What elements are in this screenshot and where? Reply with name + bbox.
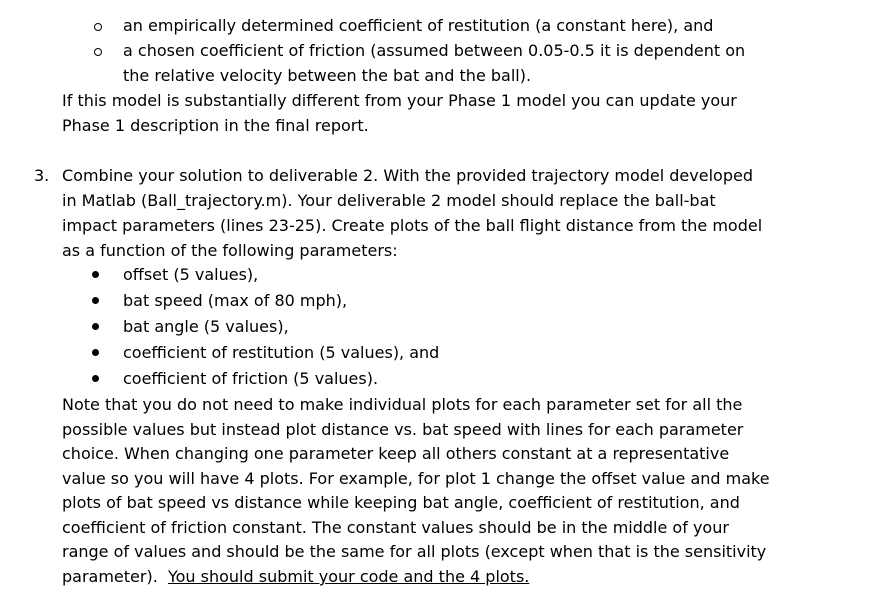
note-line: value so you will have 4 plots. For example, for plot 1 change the offset value and make (62, 469, 770, 488)
note-line: plots of bat speed vs distance while keeping bat angle, coefficient of restitution, and (62, 493, 740, 512)
paragraph-line: If this model is substantially different from your Phase 1 model you can update your (62, 91, 737, 110)
note-last-line (62, 566, 529, 588)
note-line: coefficient of friction constant. The constant values should be in the middle of your (62, 518, 729, 537)
submission-instruction: You should submit your code and the 4 plots. (167, 567, 530, 586)
paragraph-line: Phase 1 description in the final report. (62, 116, 369, 135)
list-number: 3. (34, 166, 50, 185)
bullet-item-friction: coefficient of friction (5 values). (123, 369, 379, 388)
bullet-item-bat-angle: bat angle (5 values), (123, 317, 289, 336)
sub-list-item-friction-continued: the relative velocity between the bat and the ball). (123, 66, 532, 85)
hollow-bullet-icon (94, 48, 102, 56)
bullet-item-bat-speed: bat speed (max of 80 mph), (123, 291, 348, 310)
note-line: Note that you do not need to make individual plots for each parameter set for all the (62, 395, 743, 414)
hollow-bullet-icon (94, 23, 102, 31)
item3-line: as a function of the following parameters: (62, 241, 398, 260)
sub-list-item-restitution: an empirically determined coefficient of restitution (a constant here), and (123, 16, 714, 35)
bullet-icon (92, 349, 99, 356)
bullet-item-restitution: coefficient of restitution (5 values), and (123, 343, 440, 362)
sub-list-item-friction: a chosen coefficient of friction (assumed between 0.05-0.5 it is dependent on (123, 41, 746, 60)
item3-line: Combine your solution to deliverable 2. With the provided trajectory model developed (62, 166, 753, 185)
item3-line: in Matlab (Ball_trajectory.m). Your deliverable 2 model should replace the ball-bat (62, 191, 716, 210)
bullet-icon (92, 297, 99, 304)
note-line: possible values but instead plot distance vs. bat speed with lines for each parameter (62, 420, 744, 439)
note-line: range of values and should be the same for all plots (except when that is the sensitivity (62, 542, 767, 561)
bullet-icon (92, 375, 99, 382)
note-line: choice. When changing one parameter keep all others constant at a representative (62, 444, 730, 463)
bullet-item-offset: offset (5 values), (123, 265, 259, 284)
item3-line: impact parameters (lines 23-25). Create plots of the ball flight distance from the model (62, 216, 763, 235)
bullet-icon (92, 323, 99, 330)
bullet-icon (92, 271, 99, 278)
note-last-prefix: parameter). (62, 567, 158, 586)
